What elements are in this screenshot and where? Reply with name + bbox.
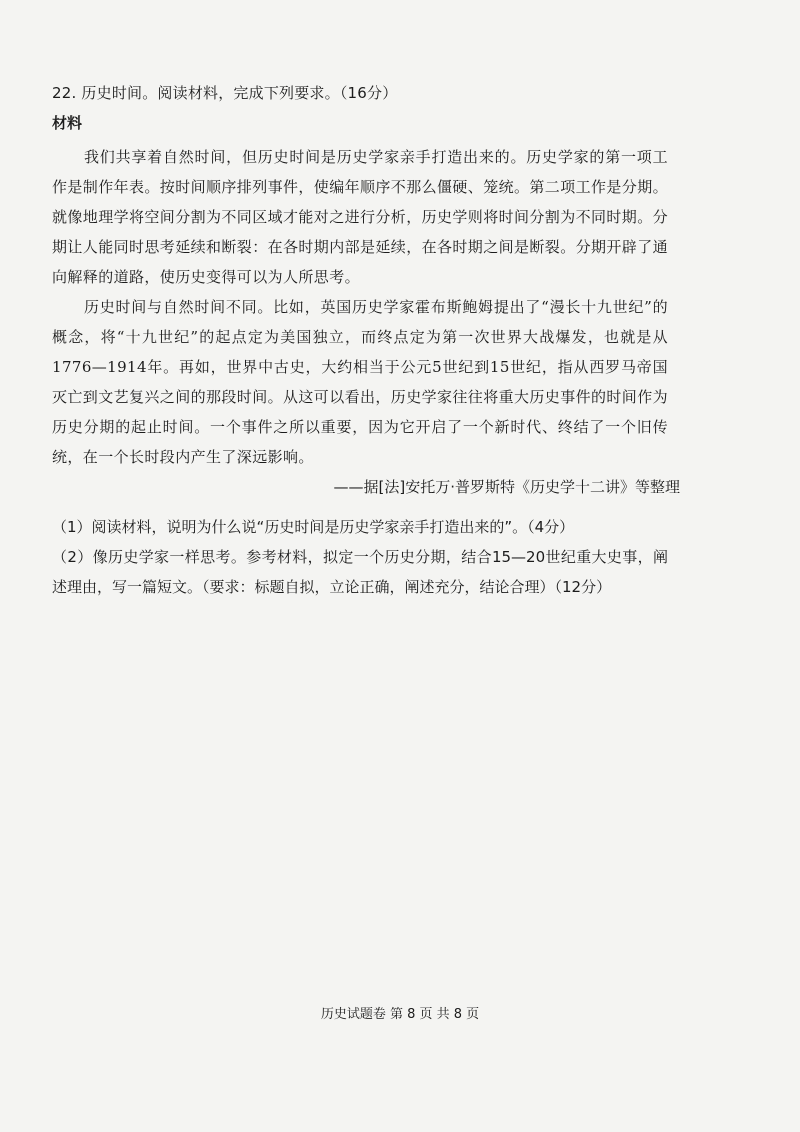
material-source: ——据[法]安托万·普罗斯特《历史学十二讲》等整理 <box>333 478 680 496</box>
material-paragraph-1: 我们共享着自然时间，但历史时间是历史学家亲手打造出来的。历史学家的第一项工作是制作年表。按时间顺序排列事件，使编年顺序不那么僵硬、笼统。第二项工作是分期。就像地理学将空间分割为不同区域才能对之进行分析，历史学则将时间分割为不同时期。分期让人能同时思考延续和断裂：在各时期内部是延续，在各时期之间是断裂。分期开辟了通向解释的道路，使历史变得可以为人所思考。 <box>52 148 669 286</box>
task-1: （1）阅读材料，说明为什么说“历史时间是历史学家亲手打造出来的”。（4分） <box>52 518 575 536</box>
material-paragraph-2: 历史时间与自然时间不同。比如，英国历史学家霍布斯鲍姆提出了“漫长十九世纪”的概念，将“十九世纪”的起点定为美国独立，而终点定为第一次世界大战爆发，也就是从1776—1914年。再如，世界中古史，大约相当于公元5世纪到15世纪，指从西罗马帝国灭亡到文艺复兴之间的那段时间。从这可以看出，历史学家往往将重大历史事件的时间作为历史分期的起止时间。一个事件之所以重要，因为它开启了一个新时代、终结了一个旧传统，在一个长时段内产生了深远影响。 <box>52 298 669 466</box>
question-title: 22. 历史时间。阅读材料，完成下列要求。（16分） <box>52 84 398 102</box>
page-footer: 历史试题卷 第 8 页 共 8 页 <box>320 1007 480 1022</box>
task-2: （2）像历史学家一样思考。参考材料，拟定一个历史分期，结合15—20世纪重大史事，阐述理由，写一篇短文。（要求：标题自拟，立论正确，阐述充分，结论合理）（12分） <box>52 548 668 596</box>
material-label: 材料 <box>52 114 83 132</box>
